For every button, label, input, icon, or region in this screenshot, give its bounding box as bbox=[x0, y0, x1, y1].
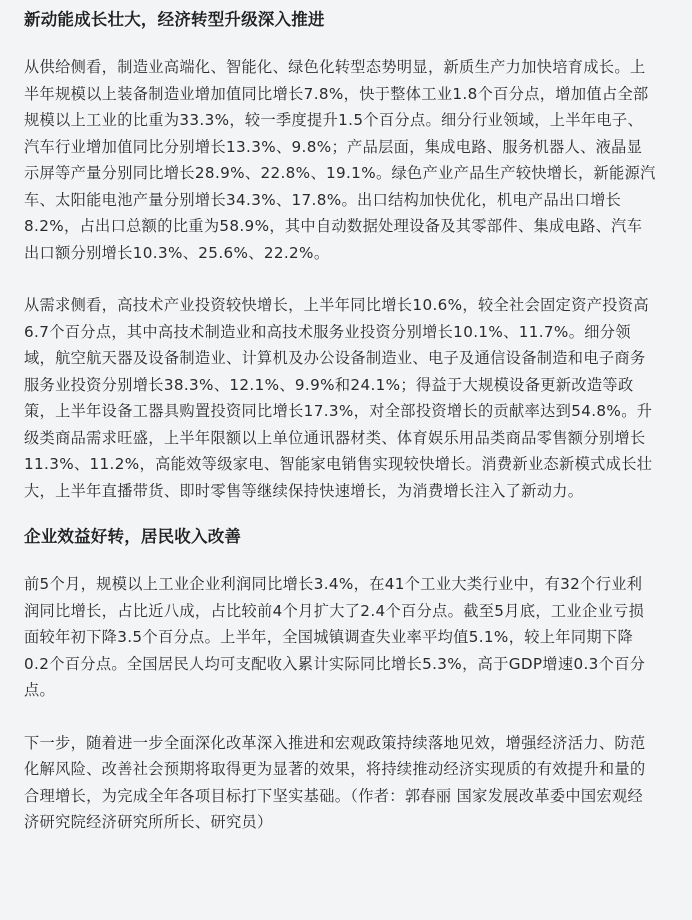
section-heading-enterprise-income: 企业效益好转，居民收入改善 bbox=[24, 527, 242, 546]
paragraph-supply-side: 从供给侧看，制造业高端化、智能化、绿色化转型态势明显，新质生产力加快培育成长。上半年规模以上装备制造业增加值同比增长7.8%，快于整体工业1.8个百分点，增加值占全部规模以上工业的比重为33.3%，较一季度提升1.5个百分点。细分行业领域，上半年电子、汽车行业增加值同比分别增长13.3%、9.8%；产品层面，集成电路、服务机器人、液晶显示屏等产量分别同比增长28.9%、22.8%、19.1%。绿色产业产品生产较快增长，新能源汽车、太阳能电池产量分别增长34.3%、17.8%。出口结构加快优化，机电产品出口增长8.2%，占出口总额的比重为58.9%，其中自动数据处理设备及其零部件、集成电路、汽车出口额分别增长10.3%、25.6%、22.2%。 bbox=[24, 58, 656, 262]
section-heading-new-momentum: 新动能成长壮大，经济转型升级深入推进 bbox=[24, 10, 325, 29]
article-body bbox=[10, 0, 666, 920]
paragraph-demand-side: 从需求侧看，高技术产业投资较快增长，上半年同比增长10.6%，较全社会固定资产投资高6.7个百分点，其中高技术制造业和高技术服务业投资分别增长10.1%、11.7%。细分领域，航空航天器及设备制造业、计算机及办公设备制造业、电子及通信设备制造和电子商务服务业投资分别增长38.3%、12.1%、9.9%和24.1%；得益于大规模设备更新改造等政策，上半年设备工器具购置投资同比增长17.3%，对全部投资增长的贡献率达到54.8%。升级类商品需求旺盛，上半年限额以上单位通讯器材类、体育娱乐用品类商品零售额分别增长11.3%、11.2%，高能效等级家电、智能家电销售实现较快增长。消费新业态新模式成长壮大，上半年直播带货、即时零售等继续保持快速增长，为消费增长注入了新动力。 bbox=[24, 296, 653, 500]
paragraph-profits-employment: 前5个月，规模以上工业企业利润同比增长3.4%，在41个工业大类行业中，有32个行业利润同比增长，占比近八成，占比较前4个月扩大了2.4个百分点。截至5月底，工业企业亏损面较年初下降3.5个百分点。上半年，全国城镇调查失业率平均值5.1%，较上年同期下降0.2个百分点。全国居民人均可支配收入累计实际同比增长5.3%，高于GDP增速0.3个百分点。 bbox=[24, 575, 646, 699]
paragraph-next-steps: 下一步，随着进一步全面深化改革深入推进和宏观政策持续落地见效，增强经济活力、防范化解风险、改善社会预期将取得更为显著的效果，将持续推动经济实现质的有效提升和量的合理增长，为完成全年各项目标打下坚实基础。（作者：郭春丽 国家发展改革委中国宏观经济研究院经济研究所所长、研究员） bbox=[24, 733, 646, 831]
